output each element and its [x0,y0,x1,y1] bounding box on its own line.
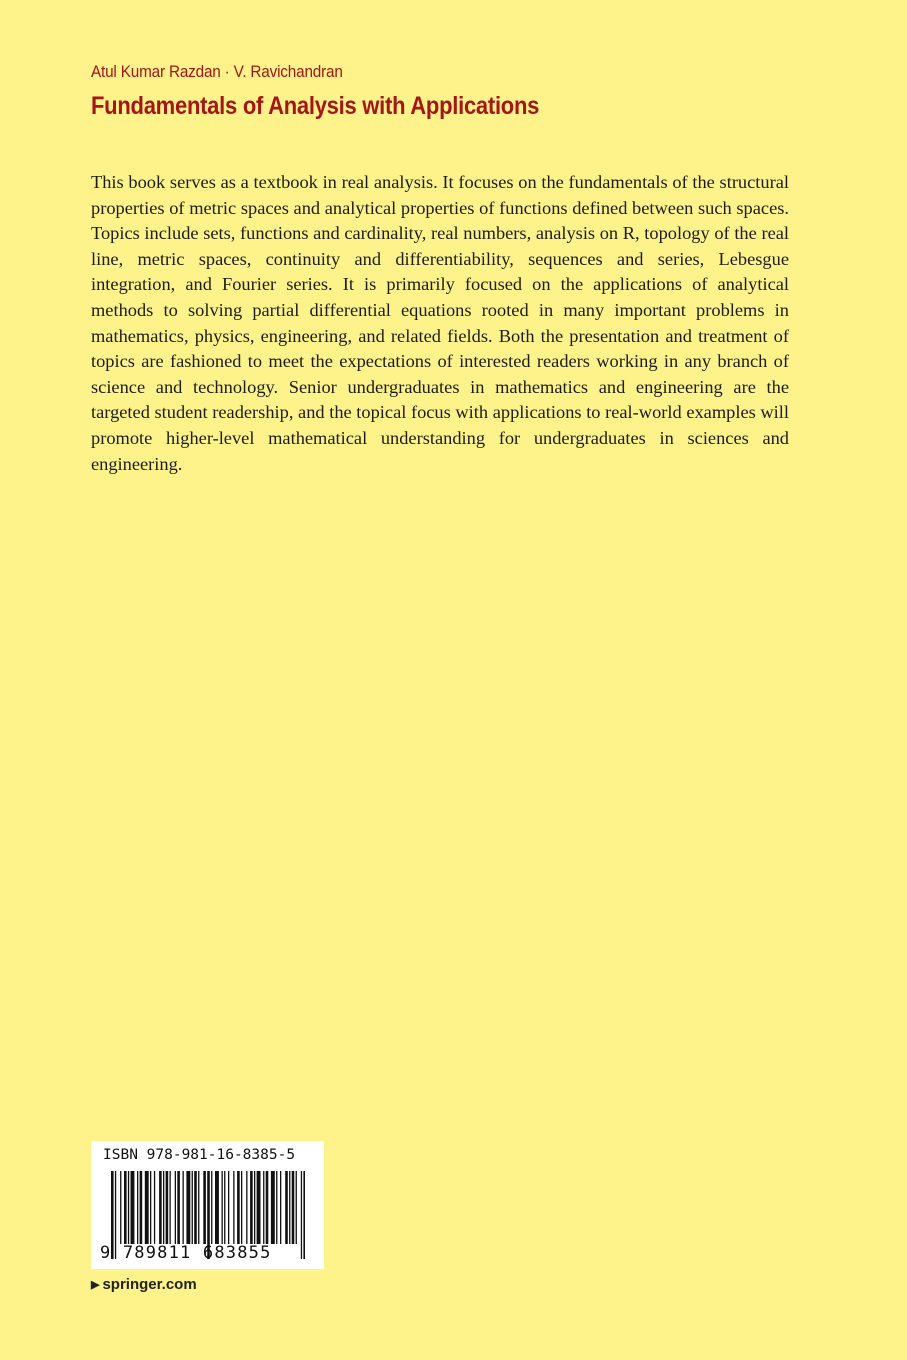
barcode-bar [241,1171,242,1244]
isbn-label: ISBN 978-981-16-8385-5 [103,1147,296,1163]
barcode-bar [296,1171,297,1244]
barcode-bar [166,1171,169,1244]
barcode-bar [224,1171,225,1244]
barcode-bar [263,1171,264,1244]
barcode-bar [250,1171,253,1244]
barcode-bar [198,1171,199,1244]
barcode-bar [292,1171,295,1244]
barcode-bar [301,1171,302,1259]
book-description: This book serves as a textbook in real analysis. It focuses on the fundamentals of the structural properties of metric spaces and analytical properties of functions defined between such spaces. Topics include sets, functions and cardinality, real numbers, analysis on R, topology of the real line, metric spaces, continuity and differentiability, sequences and series, Lebesgue integration, and Fourier series. It is primarily focused on the applications of analytical methods to solving partial differential equations rooted in many important problems in mathematics, physics, engineering, and related fields. Both the presentation and treatment of topics are fashioned to meet the expectations of interested readers working in any branch of science and technology. Senior undergraduates in mathematics and engineering are the targeted student readership, and the topical focus with applications to real-world examples will promote higher-level mathematical understanding for undergraduates in sciences and engineering. [91,172,789,474]
barcode-bar [140,1171,143,1244]
publisher-url: springer.com [102,1276,197,1293]
barcode-box [91,1141,324,1269]
barcode-bar [177,1171,180,1244]
barcode-bar [276,1171,277,1244]
barcode-bar [194,1171,197,1244]
ean-digits: 9 789811 683855 [100,1243,272,1263]
barcode-bar [289,1171,290,1244]
barcode-bar [137,1171,138,1244]
barcode-bar [257,1171,261,1244]
barcode-bar [192,1171,193,1244]
barcode-bar [183,1171,184,1244]
barcode-bar [246,1171,247,1244]
barcode-bar [170,1171,171,1244]
barcode-bar [285,1171,288,1244]
barcode-bar [237,1171,240,1244]
barcode-bar [233,1171,234,1244]
barcode-bar [280,1171,281,1244]
book-title: Fundamentals of Analysis with Applications [91,92,540,120]
barcode-bar [175,1171,176,1244]
barcode-bar [131,1171,135,1244]
publisher-link[interactable] [91,1276,197,1293]
barcode-bar [271,1171,275,1244]
barcode-bar [203,1171,206,1244]
barcode-bar [150,1171,151,1244]
barcode-bar [154,1171,155,1244]
barcode-bar [215,1171,219,1244]
barcode-bar [124,1171,127,1244]
triangle-right-icon: ▶ [91,1279,100,1291]
barcode-bar [128,1171,129,1244]
barcode-bar [222,1171,223,1244]
barcode-bar [145,1171,149,1244]
barcode-bar [211,1171,212,1244]
barcode-bar [228,1171,229,1244]
barcode-bar [120,1171,121,1244]
barcode-bar [159,1171,162,1244]
authors-line: Atul Kumar Razdan · V. Ravichandran [91,62,343,81]
barcode-bar [266,1171,269,1244]
barcode-bar [303,1171,305,1259]
barcode-bar [186,1171,190,1244]
barcode-bar [254,1171,255,1244]
barcode-bar [163,1171,164,1244]
